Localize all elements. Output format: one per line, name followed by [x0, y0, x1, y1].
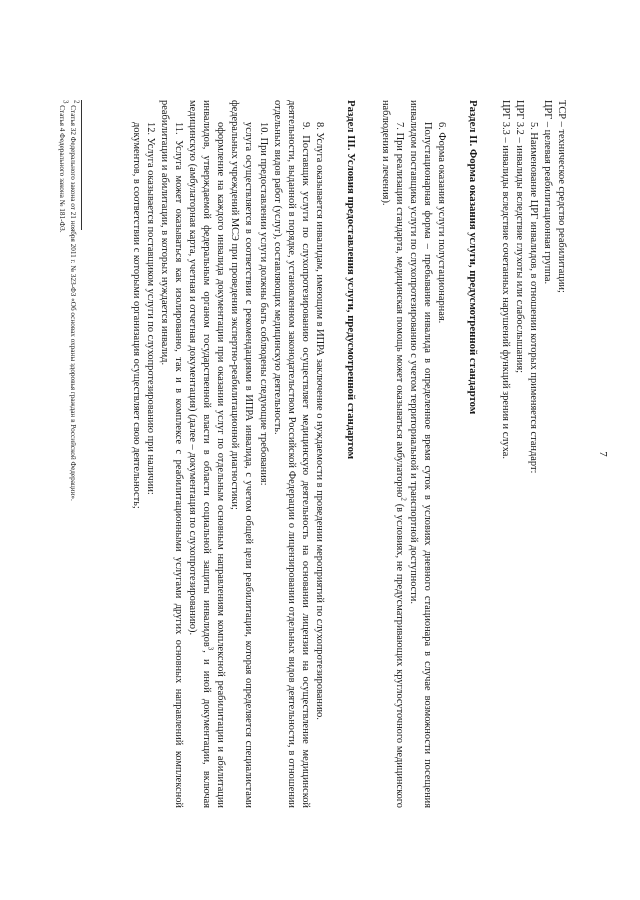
- abbreviations-block: [498, 100, 568, 808]
- paragraph-7-end: (в условиях, не предусматривающих круглосуточного медицинского наблюдения и лечения).: [379, 100, 405, 809]
- paragraph-12a: документов, в соответствии с которыми организация осуществляет свою деятельность;: [130, 122, 142, 509]
- footnote-mark-3: 3: [206, 646, 215, 651]
- footnote-3-mark: 3: [61, 100, 70, 104]
- page-number: 7: [597, 451, 609, 457]
- paragraph-7: [377, 100, 408, 809]
- footnote-2-mark: 2: [72, 100, 81, 104]
- abbreviation-tsr: ТСР – техническое средство реабилитации;: [556, 100, 567, 293]
- paragraph-11: 11. Услуга может оказываться как изолированно, так и в комплексе с реабилитационными услугами других основных направлений комплексной реабилитации и абилитации, в которых нуждается инвалид.: [158, 100, 184, 808]
- paragraph-8: 8. Услуга оказывается инвалидам, имеющим в ИПРА заключение о нуждаемости в проведении мероприятий по слухопротезированию.: [313, 122, 325, 720]
- paragraph-6b: Полустационарная форма – пребывание инвалида в определенное время суток в условиях дневного стационара в случае возможности посещения инвалидом поставщика услуги по слухопротезированию с учетом территориальной и транспортной доступности.: [407, 100, 433, 808]
- paragraph-7-start: 7. При реализации стандарта, медицинская помощь может оказываться амбулаторно: [393, 122, 405, 498]
- paragraph-10b: [185, 100, 227, 808]
- paragraph-9: 9. Поставщик услуги по слухопротезированию осуществляет медицинскую деятельность на основании лицензии на осуществление медицинской деятельности, выданной в порядке, установленном законодательством Российской Федерации о лицензировании отдельных видов деятельности, в отношении отдельных видов работ (услуг), составляющих медицинскую деятельность.: [271, 100, 311, 808]
- footnote-rule: [81, 100, 82, 230]
- crg-intro: 5. Наименование ЦРГ инвалидов, в отношении которых применяется стандарт:: [527, 122, 539, 474]
- footnote-3-text: Статья 4 Федерального закона № 181-ФЗ.: [58, 103, 67, 233]
- crg-item-3-2: ЦРГ 3.2 – инвалиды вследствие глухоты или слабослышания;: [513, 100, 525, 374]
- paragraph-10b-start: оформление на каждого инвалида документации при оказании услуг по отдельным основным направлениям комплексной реабилитации и абилитации инвалидов, утверждаемой федеральным органом государственной власти в области социальной защиты инвалидов: [201, 100, 227, 808]
- section-3-heading: Раздел III. Условия предоставления услуги, предусмотренной стандартом: [345, 100, 357, 460]
- paragraph-10b-end: , и иной документации, включая медицинскую (амбулаторная карта, учетная и отчетная документация) (далее – документация по слухопротезированию).: [187, 100, 213, 808]
- paragraph-10a: услуга осуществляется в соответствии с рекомендациями в ИПРА инвалида, с учетом общей цели реабилитации, которая определяется специалистами федеральных учреждений МСЭ при проведении экспертно-реабилитационной диагностики;: [229, 100, 255, 808]
- section-2-heading: Раздел II. Форма оказания услуги, предусмотренной стандартом: [467, 100, 479, 415]
- crg-item-3-3: ЦРГ 3.3 – инвалиды вследствие сочетанных нарушений функций зрения и слуха.: [499, 100, 511, 459]
- footnote-2-text: Статья 32 Федерального закона от 21 ноября 2011 г. № 323-ФЗ «Об основах охраны здоровья граждан в Российской Федерации».: [69, 103, 77, 501]
- section-3: [129, 100, 358, 808]
- footnote-2: [68, 100, 79, 808]
- footnote-3: [57, 100, 68, 808]
- paragraph-10: 10. При предоставлении услуги должны быть соблюдены следующие требования:: [257, 122, 269, 486]
- footnotes-block: [57, 100, 82, 808]
- footnote-mark-2: 2: [399, 497, 408, 501]
- section-2: [377, 100, 480, 808]
- paragraph-6: 6. Форма оказания услуги полустационарная.: [435, 122, 447, 324]
- abbreviation-crg: ЦРГ – целевая реабилитационная группа.: [541, 100, 553, 285]
- paragraph-12: 12. Услуга оказывается поставщиком услуги по слухопротезированию при наличии:: [144, 122, 156, 495]
